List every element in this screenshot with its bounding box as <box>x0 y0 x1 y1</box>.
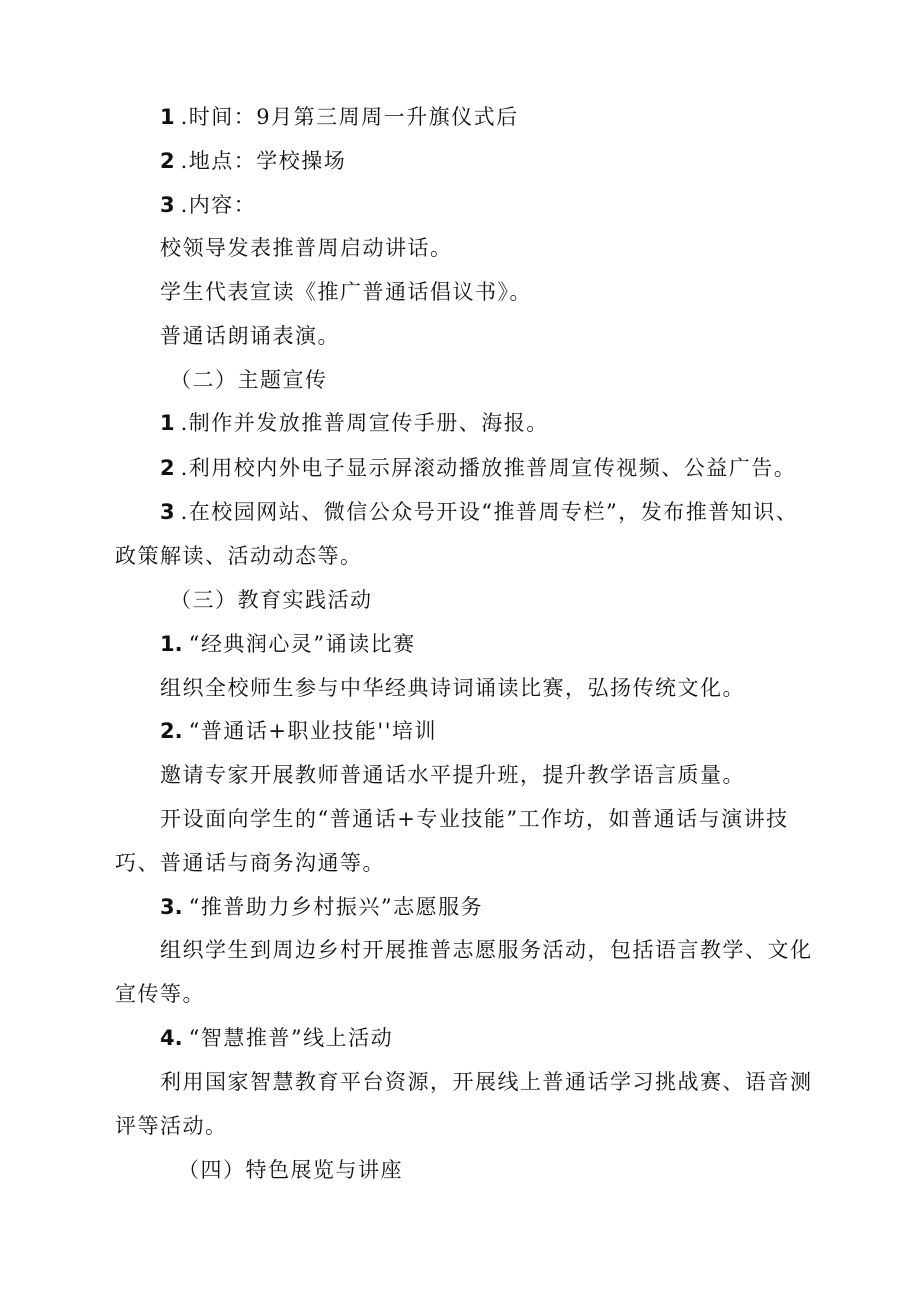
item-text: .利用校内外电子显示屏滚动播放推普周宣传视频、公益广告。 <box>180 456 797 480</box>
sub-heading <box>160 894 483 920</box>
item-number: 1. <box>160 632 183 656</box>
item-text: “普通话+职业技能''培训 <box>188 719 437 743</box>
section-heading: （四）特色展览与讲座 <box>178 1158 403 1182</box>
item-content <box>160 192 256 218</box>
item-number: 4. <box>160 1026 183 1050</box>
item-number: 2 <box>160 456 175 480</box>
item-number: 3. <box>160 895 183 919</box>
item-number: 1 <box>160 411 175 435</box>
sub-heading <box>160 1025 393 1051</box>
paragraph-continuation: 评等活动。 <box>115 1114 228 1138</box>
paragraph-continuation: 宣传等。 <box>115 982 205 1006</box>
paragraph-continuation: 政策解读、活动动态等。 <box>115 544 363 568</box>
paragraph: 组织全校师生参与中华经典诗词诵读比赛，弘扬传统文化。 <box>160 676 745 700</box>
paragraph: 开设面向学生的“普通话+专业技能”工作坊，如普通话与演讲技 <box>160 807 789 831</box>
paragraph: 校领导发表推普周启动讲话。 <box>160 236 453 260</box>
item-text: “推普助力乡村振兴”志愿服务 <box>188 895 484 919</box>
item-text: “经典润心灵”诵读比赛 <box>188 632 416 656</box>
paragraph: 邀请专家开展教师普通话水平提升班，提升教学语言质量。 <box>160 763 745 787</box>
item-time <box>160 104 519 130</box>
section-heading: （二）主题宣传 <box>170 368 328 392</box>
item-text: .内容： <box>180 193 257 217</box>
item-text: “智慧推普”线上活动 <box>188 1026 394 1050</box>
item-location <box>160 148 346 174</box>
paragraph-continuation: 巧、普通话与商务沟通等。 <box>115 851 385 875</box>
list-item <box>160 499 798 525</box>
list-item <box>160 455 796 481</box>
item-number: 3 <box>160 193 175 217</box>
list-item <box>160 410 549 436</box>
paragraph: 组织学生到周边乡村开展推普志愿服务活动，包括语言教学、文化 <box>160 938 813 962</box>
item-number: 2. <box>160 719 183 743</box>
item-text: .制作并发放推普周宣传手册、海报。 <box>180 411 549 435</box>
sub-heading <box>160 718 437 744</box>
paragraph: 普通话朗诵表演。 <box>160 324 340 348</box>
paragraph: 学生代表宣读《推广普通话倡议书》。 <box>160 280 532 304</box>
item-text: .在校园网站、微信公众号开设“推普周专栏”，发布推普知识、 <box>180 500 799 524</box>
sub-heading <box>160 631 416 657</box>
item-text: .时间：9月第三周周一升旗仪式后 <box>180 105 519 129</box>
item-number: 3 <box>160 500 175 524</box>
paragraph: 利用国家智慧教育平台资源，开展线上普通话学习挑战赛、语音测 <box>160 1070 813 1094</box>
item-number: 1 <box>160 105 175 129</box>
section-heading: （三）教育实践活动 <box>170 588 373 612</box>
item-text: .地点：学校操场 <box>180 149 347 173</box>
item-number: 2 <box>160 149 175 173</box>
